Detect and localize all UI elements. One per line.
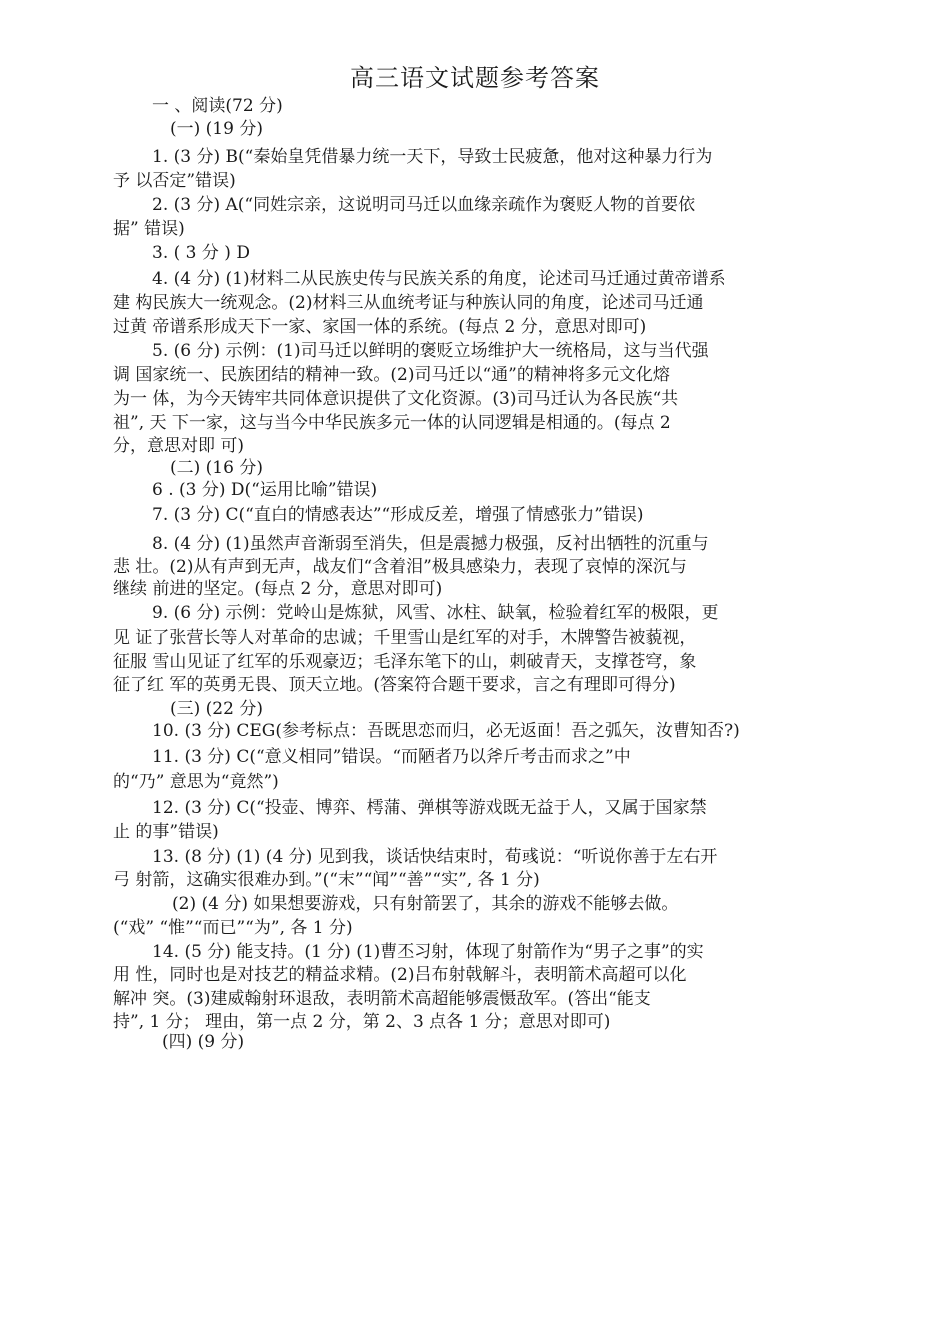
answer-10-line-1: 10. (3 分) CEG(参考标点：吾既思恋而归，必无返面！吾之弧矢，汝曹知否?) xyxy=(152,721,740,741)
answer-12-line-2: 止 的事”错误) xyxy=(113,822,219,842)
answer-5-line-2: 调 国家统一、民族团结的精神一致。(2)司马迁以“通”的精神将多元文化熔 xyxy=(113,365,670,385)
answer-4-line-3: 过黄 帝谱系形成天下一家、家国一体的系统。(每点 2 分，意思对即可) xyxy=(113,317,647,337)
answer-1-line-1: 1. (3 分) B(“秦始皇凭借暴力统一天下，导致士民疲惫，他对这种暴力行为 xyxy=(152,147,713,167)
answer-5-line-5: 分，意思对即 可) xyxy=(113,436,245,456)
answer-9-line-2: 见 证了张营长等人对革命的忠诚；千里雪山是红军的对手，木牌警告被藐视， xyxy=(113,628,697,648)
answer-8-line-3: 继续 前进的坚定。(每点 2 分，意思对即可) xyxy=(113,579,443,599)
answer-14-line-2: 用 性，同时也是对技艺的精益求精。(2)吕布射戟解斗，表明箭术高超可以化 xyxy=(113,965,687,985)
answer-3-line-1: 3. ( 3 分 ) D xyxy=(152,243,250,263)
answer-13-line-2: 弓 射箭，这确实很难办到。”(“末”“闻”“善”“实”, 各 1 分) xyxy=(113,870,540,890)
answer-9-line-3: 征服 雪山见证了红军的乐观豪迈；毛泽东笔下的山，刺破青天，支撑苍穹，象 xyxy=(113,652,697,672)
answer-9-line-1: 9. (6 分) 示例：党岭山是炼狱，风雪、冰柱、缺氧，检验着红军的极限，更 xyxy=(152,603,719,623)
answer-5-line-1: 5. (6 分) 示例：(1)司马迁以鲜明的褒贬立场维护大一统格局，这与当代强 xyxy=(152,341,709,361)
page-title: 高三语文试题参考答案 xyxy=(350,64,600,92)
answer-11-line-2: 的“乃” 意思为“竟然”) xyxy=(113,772,279,792)
answer-9-line-4: 征了红 军的英勇无畏、顶天立地。(答案符合题干要求，言之有理即可得分) xyxy=(113,675,676,695)
answer-2-line-2: 据” 错误) xyxy=(113,219,185,239)
answer-8-line-1: 8. (4 分) (1)虽然声音渐弱至消失，但是震撼力极强，反衬出牺牲的沉重与 xyxy=(152,534,709,554)
subsection-heading-3: (三) (22 分) xyxy=(170,699,263,719)
answer-13-line-1: 13. (8 分) (1) (4 分) 见到我，谈话快结束时，荀彧说：“听说你善于左右开 xyxy=(152,847,718,867)
answer-14-line-1: 14. (5 分) 能支持。(1 分) (1)曹丕习射，体现了射箭作为“男子之事”的实 xyxy=(152,942,704,962)
section-heading-reading: 一 、阅读(72 分) xyxy=(152,96,283,116)
subsection-heading-4: (四) (9 分) xyxy=(162,1032,245,1052)
answer-5-line-3: 为一 体，为今天铸牢共同体意识提供了文化资源。(3)司马迁认为各民族“共 xyxy=(113,389,679,409)
answer-11-line-1: 11. (3 分) C(“意义相同”错误。“而陋者乃以斧斤考击而求之”中 xyxy=(152,747,631,767)
answer-13-line-3: (2) (4 分) 如果想要游戏，只有射箭罢了，其余的游戏不能够去做。 xyxy=(172,894,679,914)
answer-12-line-1: 12. (3 分) C(“投壶、博弈、樗蒲、弹棋等游戏既无益于人，又属于国家禁 xyxy=(152,798,707,818)
answer-2-line-1: 2. (3 分) A(“同姓宗亲，这说明司马迁以血缘亲疏作为褒贬人物的首要依 xyxy=(152,195,696,215)
answer-4-line-1: 4. (4 分) (1)材料二从民族史传与民族关系的角度，论述司马迁通过黄帝谱系 xyxy=(152,269,726,289)
subsection-heading-2: (二) (16 分) xyxy=(170,458,263,478)
subsection-heading-1: (一) (19 分) xyxy=(170,119,263,139)
answer-6-line-1: 6 . (3 分) D(“运用比喻”错误) xyxy=(152,480,378,500)
answer-5-line-4: 祖”, 天 下一家，这与当今中华民族多元一体的认同逻辑是相通的。(每点 2 xyxy=(113,413,671,433)
answer-14-line-4: 持”, 1 分； 理由，第一点 2 分，第 2、3 点各 1 分；意思对即可) xyxy=(113,1012,611,1032)
answer-4-line-2: 建 构民族大一统观念。(2)材料三从血统考证与种族认同的角度，论述司马迁通 xyxy=(113,293,704,313)
answer-13-line-4: (“戏” “惟”“而已”“为”, 各 1 分) xyxy=(113,918,353,938)
answer-14-line-3: 解冲 突。(3)建威翰射环退敌，表明箭术高超能够震慑敌军。(答出“能支 xyxy=(113,989,651,1009)
answer-8-line-2: 悲 壮。(2)从有声到无声，战友们“含着泪”极具感染力，表现了哀悼的深沉与 xyxy=(113,557,687,577)
answer-7-line-1: 7. (3 分) C(“直白的情感表达”“形成反差，增强了情感张力”错误) xyxy=(152,505,644,525)
answer-1-line-2: 予 以否定”错误) xyxy=(113,171,236,191)
